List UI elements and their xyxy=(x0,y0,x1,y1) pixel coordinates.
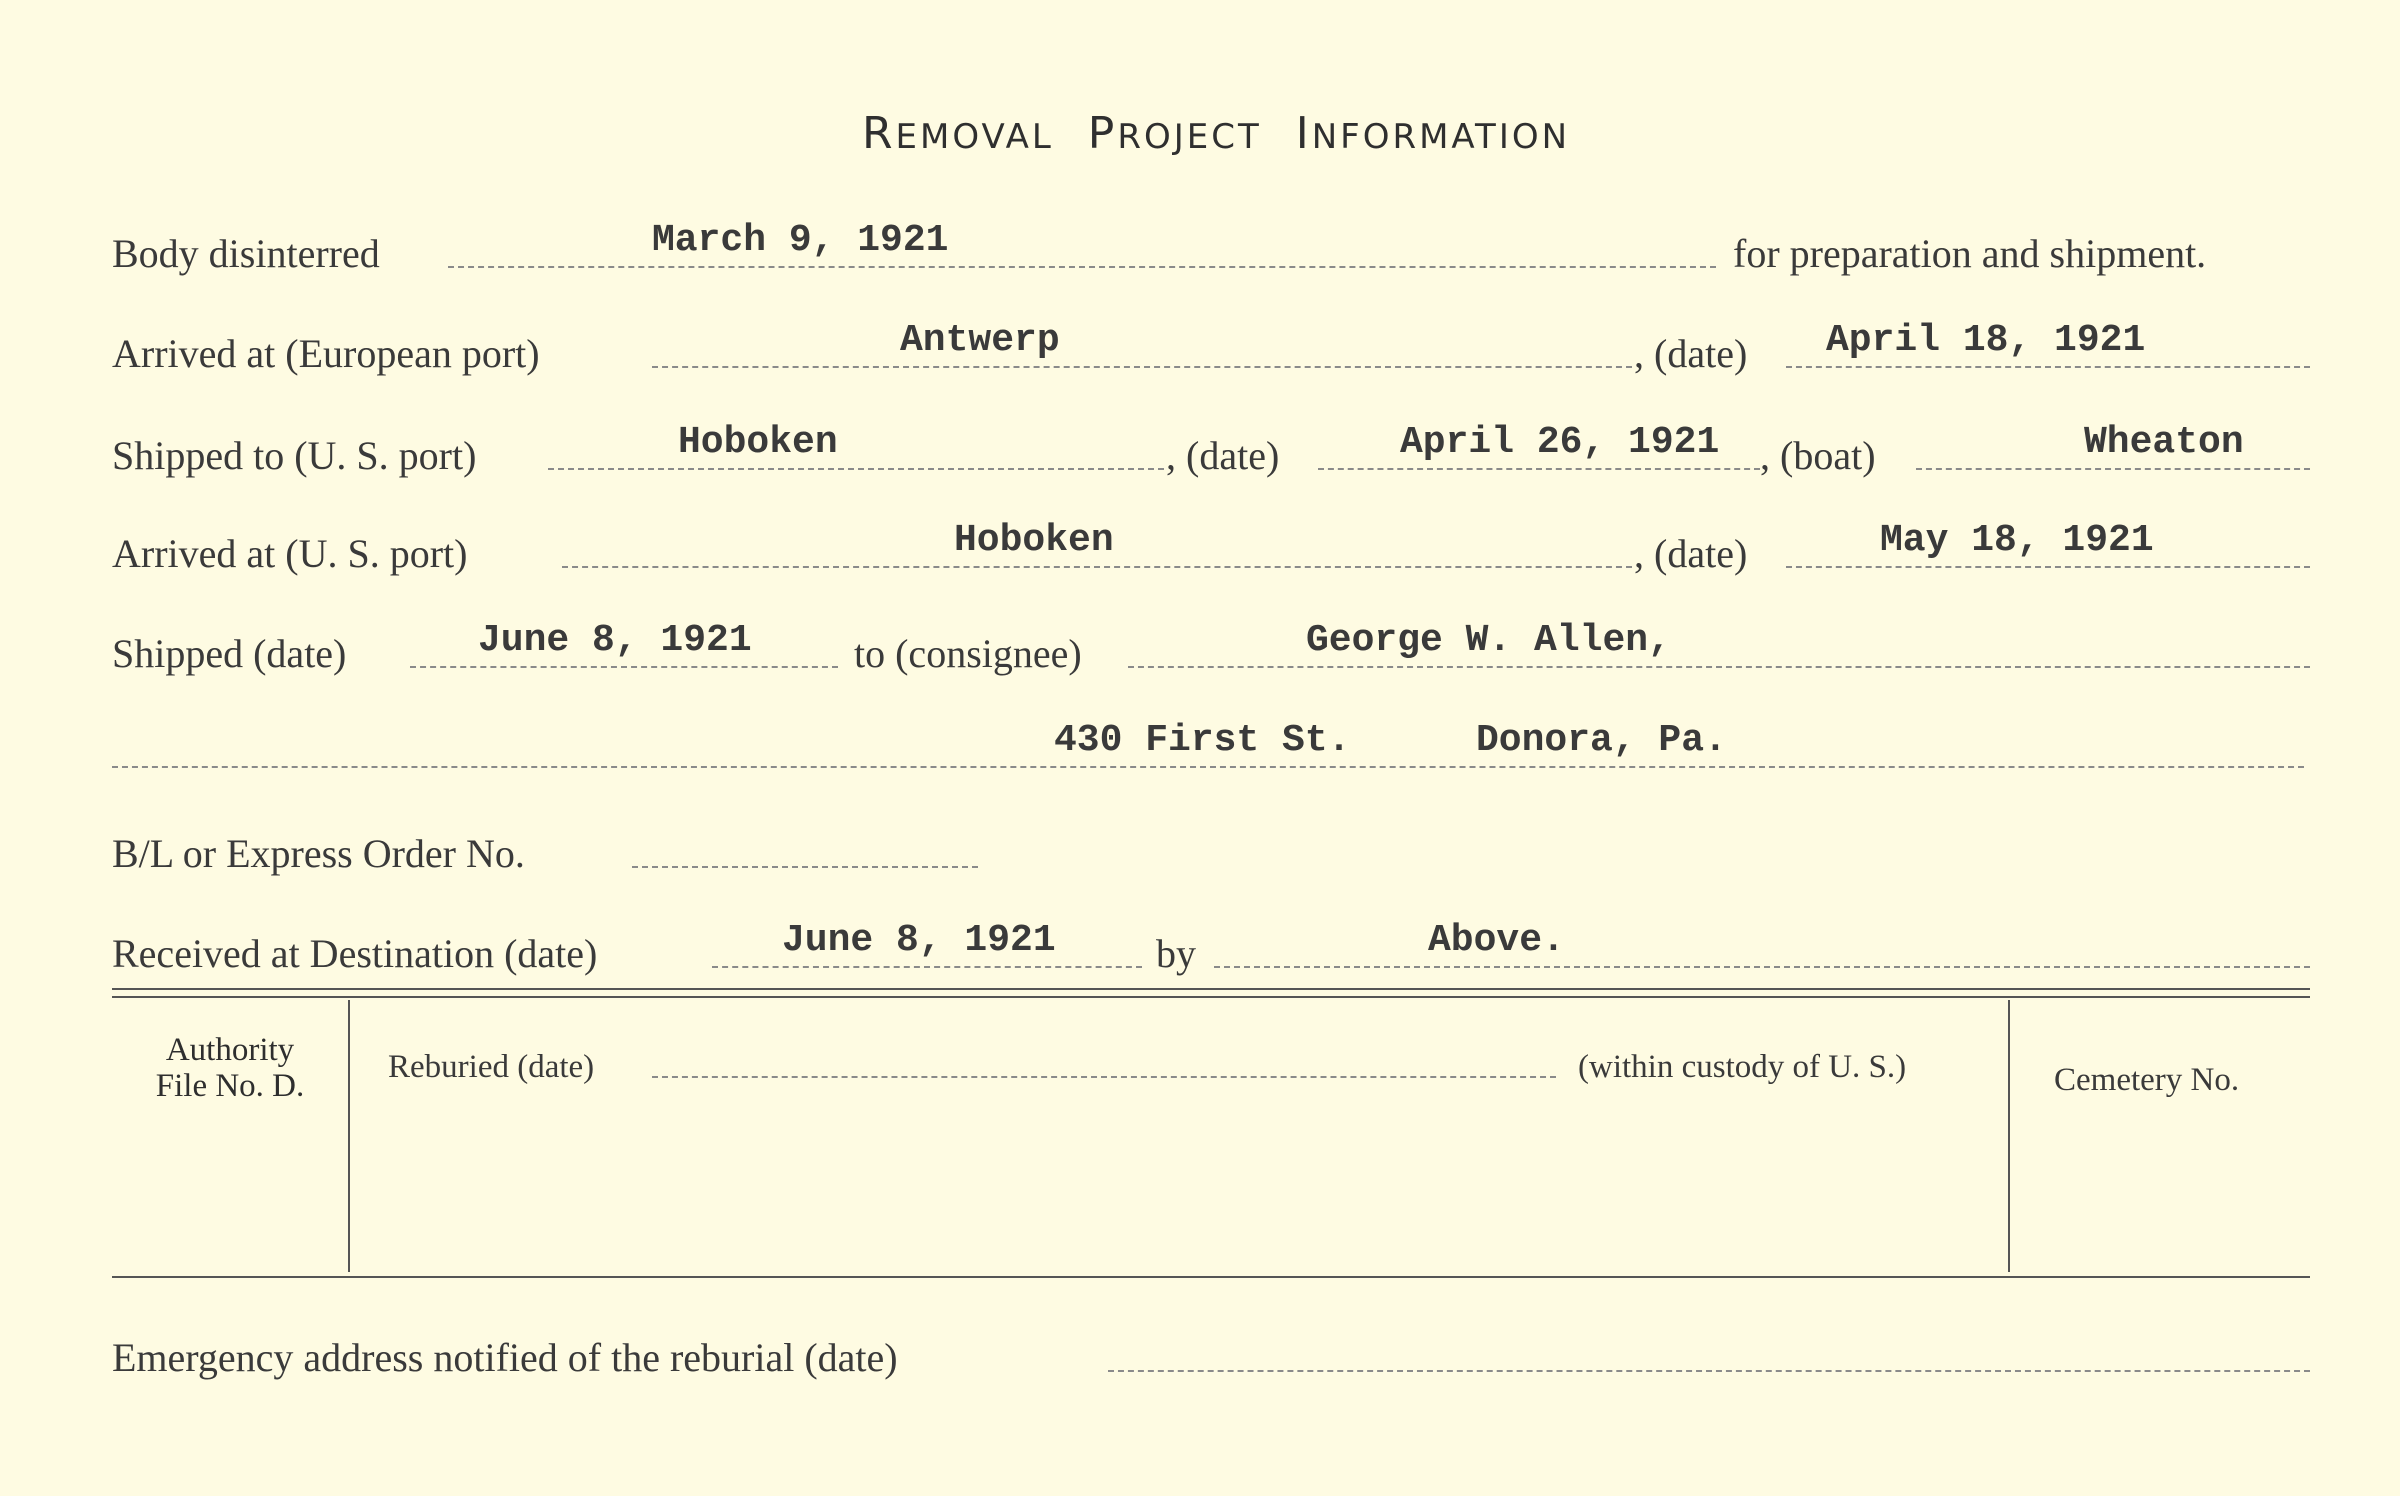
address-city-value: Donora, Pa. xyxy=(1476,719,1727,762)
title-word-2: ROJECT xyxy=(1117,117,1262,157)
title-word-3: NFORMATION xyxy=(1311,117,1571,157)
arrived-eu-date-value: April 18, 1921 xyxy=(1826,319,2146,362)
received-by-label: by xyxy=(1156,931,1196,976)
box-bottom-rule xyxy=(112,1276,2310,1278)
shipped-date-label: Shipped (date) xyxy=(112,631,347,676)
row-bl-order xyxy=(0,814,2400,874)
title-initial-1: R xyxy=(861,108,896,159)
shipped-us-date-value: April 26, 1921 xyxy=(1400,421,1720,464)
row-arrived-us xyxy=(0,514,2400,574)
row-shipped-us xyxy=(0,416,2400,476)
row-received xyxy=(0,914,2400,974)
arrived-eu-date-line xyxy=(1786,366,2310,368)
shipped-us-date-label: , (date) xyxy=(1166,433,1280,478)
consignee-label: to (consignee) xyxy=(854,631,1082,676)
shipped-us-date-line xyxy=(1318,468,1760,470)
title-word-1: EMOVAL xyxy=(895,117,1054,157)
row-reburied xyxy=(0,1040,2400,1084)
shipped-us-boat-value: Wheaton xyxy=(2084,421,2244,464)
box-top-rule-1 xyxy=(112,988,2310,990)
arrived-eu-label: Arrived at (European port) xyxy=(112,331,540,376)
title-initial-3: I xyxy=(1295,108,1312,159)
emergency-line xyxy=(1108,1370,2310,1372)
arrived-us-port-line xyxy=(562,566,1632,568)
reburied-label: Reburied (date) xyxy=(388,1049,595,1085)
box-top-rule-2 xyxy=(112,996,2310,998)
arrived-us-label: Arrived at (U. S. port) xyxy=(112,531,468,576)
shipped-us-port-value: Hoboken xyxy=(678,421,838,464)
disinterred-date-value: March 9, 1921 xyxy=(652,219,949,262)
emergency-label: Emergency address notified of the reburial (date) xyxy=(112,1335,898,1380)
cemetery-label: Cemetery No. xyxy=(2054,1062,2240,1098)
arrived-us-date-line xyxy=(1786,566,2310,568)
arrived-us-port-value: Hoboken xyxy=(954,519,1114,562)
consignee-line xyxy=(1128,666,2310,668)
arrived-us-date-value: May 18, 1921 xyxy=(1880,519,2154,562)
received-date-value: June 8, 1921 xyxy=(782,919,1056,962)
received-date-line xyxy=(712,966,1142,968)
row-emergency xyxy=(0,1318,2400,1378)
bl-line xyxy=(632,866,978,868)
arrived-eu-date-label: , (date) xyxy=(1634,331,1748,376)
row-disinterred xyxy=(0,214,2400,274)
address-street-value: 430 First St. xyxy=(1054,719,1351,762)
disinterred-line xyxy=(448,266,1716,268)
received-by-value: Above. xyxy=(1428,919,1565,962)
title-initial-2: P xyxy=(1087,108,1118,159)
row-arrived-european xyxy=(0,314,2400,374)
received-label: Received at Destination (date) xyxy=(112,931,598,976)
consignee-value: George W. Allen, xyxy=(1306,619,1671,662)
shipped-us-port-line xyxy=(548,468,1164,470)
row-consignee-address xyxy=(0,714,2400,774)
bl-label: B/L or Express Order No. xyxy=(112,831,525,876)
card-title xyxy=(0,108,2400,159)
arrived-eu-port-line xyxy=(652,366,1632,368)
custody-label: (within custody of U. S.) xyxy=(1578,1049,1907,1085)
authority-line-2: File No. D. xyxy=(155,1068,305,1104)
arrived-eu-port-value: Antwerp xyxy=(900,319,1060,362)
shipped-us-boat-label: , (boat) xyxy=(1760,433,1876,478)
arrived-us-date-label: , (date) xyxy=(1634,531,1748,576)
shipped-date-value: June 8, 1921 xyxy=(478,619,752,662)
authority-line-1: Authority xyxy=(165,1032,295,1068)
row-shipped-consignee xyxy=(0,614,2400,674)
shipped-us-boat-line xyxy=(1916,468,2310,470)
shipped-us-label: Shipped to (U. S. port) xyxy=(112,433,477,478)
disinterred-label: Body disinterred xyxy=(112,231,380,276)
received-by-line xyxy=(1214,966,2310,968)
address-line xyxy=(112,766,2304,768)
disinterred-suffix: for preparation and shipment. xyxy=(1733,231,2207,276)
reburied-line xyxy=(652,1076,1556,1078)
shipped-date-line xyxy=(410,666,838,668)
